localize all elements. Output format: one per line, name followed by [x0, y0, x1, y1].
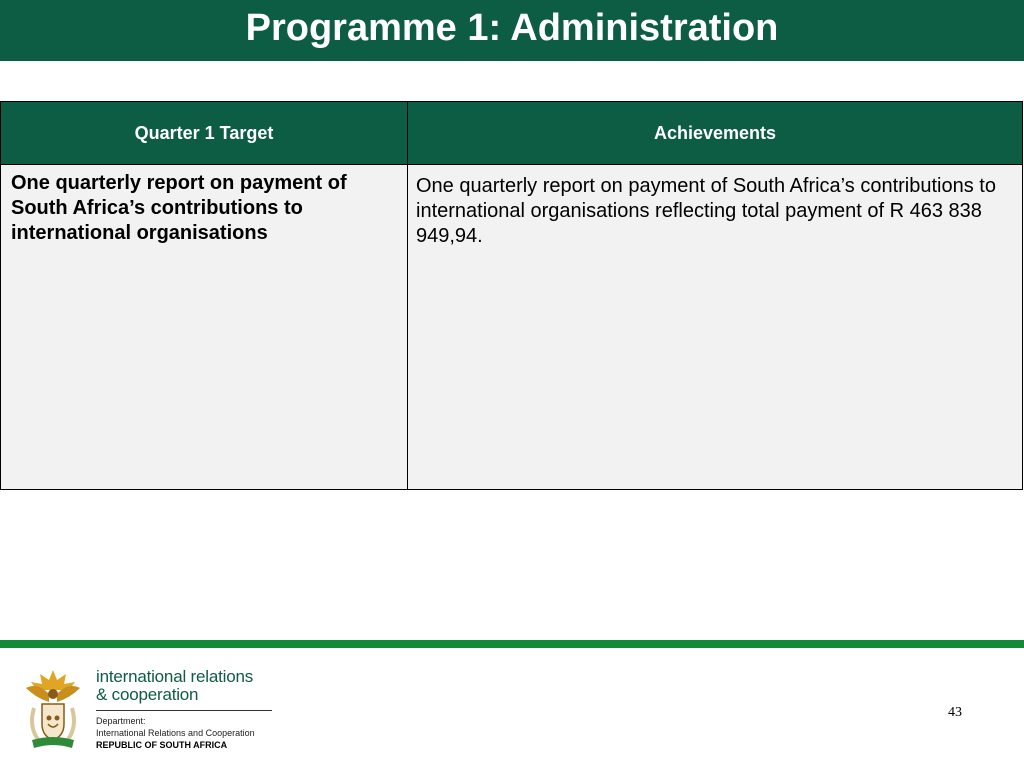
column-header-target: Quarter 1 Target [1, 102, 408, 165]
achievement-cell: One quarterly report on payment of South Africa’s contributions to international organisations reflecting total payment of R 463 838 949,94. [408, 165, 1023, 490]
department-branding [96, 668, 272, 751]
target-cell: One quarterly report on payment of South Africa’s contributions to international organisations [1, 165, 408, 490]
country-name: REPUBLIC OF SOUTH AFRICA [96, 740, 228, 750]
department-name: International Relations and Cooperation [96, 728, 255, 738]
brand-line-1: international relations [96, 667, 253, 686]
page-number: 43 [948, 705, 962, 720]
table-row [1, 165, 1023, 490]
brand-divider [96, 710, 272, 711]
column-header-achievements: Achievements [408, 102, 1023, 165]
footer-divider [0, 640, 1024, 648]
brand-line-2: & cooperation [96, 685, 199, 704]
table-header-row [1, 102, 1023, 165]
coat-of-arms-icon [22, 668, 84, 750]
slide-title: Programme 1: Administration [245, 7, 779, 49]
department-label: Department: [96, 716, 146, 726]
targets-table [0, 101, 1023, 490]
title-bar [0, 0, 1024, 61]
coat-of-arms-logo [22, 668, 84, 755]
